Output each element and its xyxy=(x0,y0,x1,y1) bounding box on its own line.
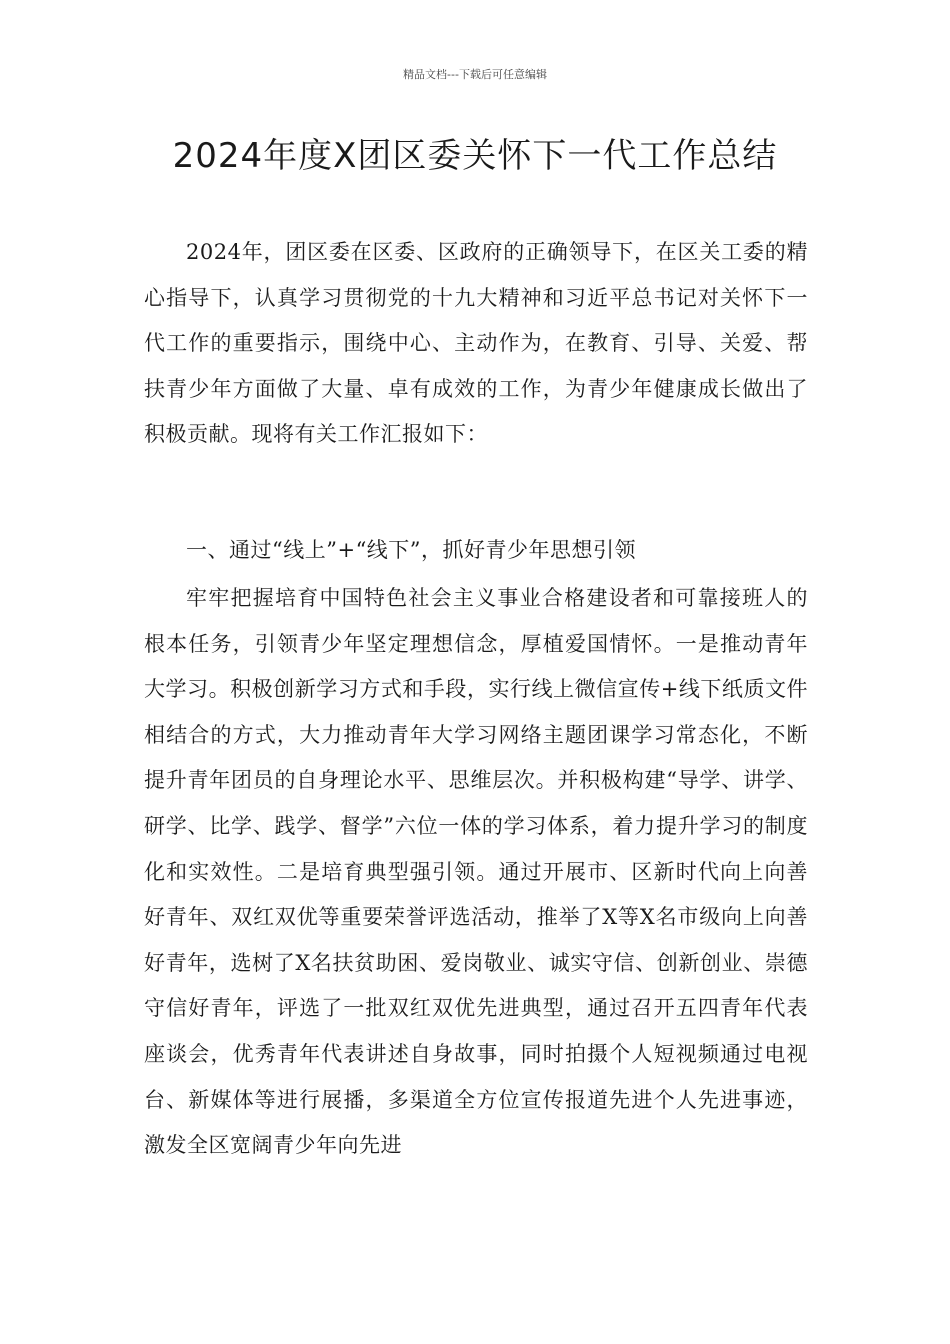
document-title: 2024年度X团区委关怀下一代工作总结 xyxy=(172,136,778,176)
intro-paragraph: 2024年，团区委在区委、区政府的正确领导下，在区关工委的精心指导下，认真学习贯彻党的十九大精神和习近平总书记对关怀下一代工作的重要指示，围绕中心、主动作为，在教育、引导、关爱、帮扶青少年方面做了大量、卓有成效的工作，为青少年健康成长做出了积极贡献。现将有关工作汇报如下： xyxy=(144,240,808,447)
section-paragraph-block xyxy=(144,576,808,1169)
section-paragraph: 牢牢把握培育中国特色社会主义事业合格建设者和可靠接班人的根本任务，引领青少年坚定理想信念，厚植爱国情怀。一是推动青年大学习。积极创新学习方式和手段，实行线上微信宣传+线下纸质文件相结合的方式，大力推动青年大学习网络主题团课学习常态化，不断提升青年团员的自身理论水平、思维层次。并积极构建“导学、讲学、研学、比学、践学、督学”六位一体的学习体系，着力提升学习的制度化和实效性。二是培育典型强引领。通过开展市、区新时代向上向善好青年、双红双优等重要荣誉评选活动，推举了X等X名市级向上向善好青年，选树了X名扶贫助困、爱岗敬业、诚实守信、创新创业、崇德守信好青年，评选了一批双红双优先进典型，通过召开五四青年代表座谈会，优秀青年代表讲述自身故事，同时拍摄个人短视频通过电视台、新媒体等进行展播，多渠道全方位宣传报道先进个人先进事迹，激发全区宽阔青少年向先进 xyxy=(144,586,808,1158)
section-heading: 一、通过“线上”+“线下”，抓好青少年思想引领 xyxy=(186,538,637,562)
header-note: 精品文档---下载后可任意编辑 xyxy=(403,68,547,81)
intro-paragraph-block xyxy=(144,230,808,458)
